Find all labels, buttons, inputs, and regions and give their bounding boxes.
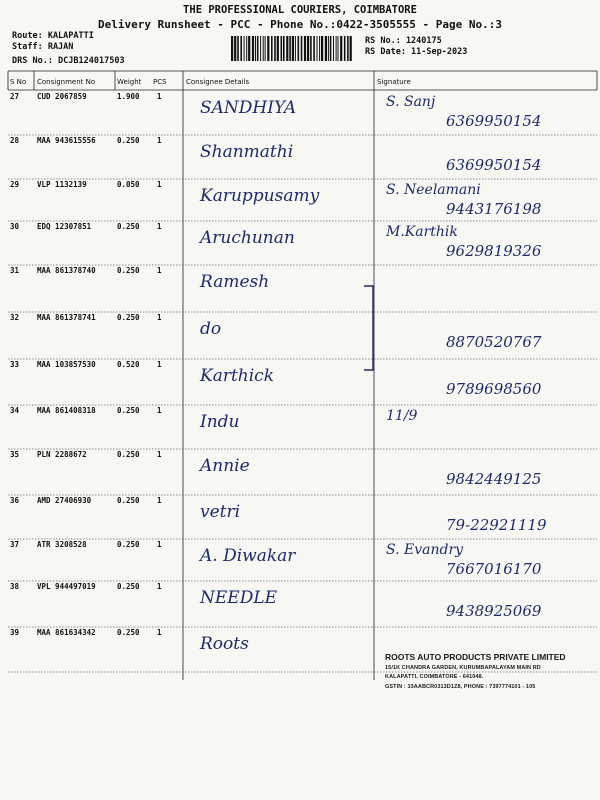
- barcode-bar: [319, 36, 320, 61]
- barcode-bar: [281, 36, 283, 61]
- row-consignment-no: VLP 1132139: [37, 180, 87, 189]
- row-phone: 79-22921119: [446, 516, 547, 534]
- barcode-bar: [234, 36, 236, 61]
- row-signature: M.Karthik: [386, 224, 458, 240]
- row-consignee-name: Shanmathi: [200, 142, 294, 162]
- barcode-bar: [340, 36, 342, 61]
- row-weight: 0.250: [117, 582, 140, 591]
- row-pcs: 1: [157, 582, 162, 591]
- row-pcs: 1: [157, 450, 162, 459]
- row-weight: 0.250: [117, 496, 140, 505]
- col-consignee: Consignee Details: [186, 78, 250, 86]
- row-consignee-name: A. Diwakar: [200, 546, 296, 566]
- col-sno: S No: [10, 78, 27, 86]
- barcode-bar: [231, 36, 233, 61]
- row-phone: 9438925069: [446, 602, 542, 620]
- company-stamp: [385, 652, 600, 690]
- row-signature: S. Neelamani: [386, 182, 481, 198]
- barcode-bar: [347, 36, 349, 61]
- row-consignment-no: MAA 103857530: [37, 360, 96, 369]
- barcode-bar: [271, 36, 273, 61]
- barcode-bar: [292, 36, 294, 61]
- bracket-mark: [364, 286, 373, 370]
- row-weight: 0.250: [117, 450, 140, 459]
- row-weight: 1.900: [117, 92, 140, 101]
- barcode-bar: [328, 36, 329, 61]
- row-pcs: 1: [157, 628, 162, 637]
- row-sno: 33: [10, 360, 20, 369]
- col-signature: Signature: [377, 78, 411, 86]
- row-consignment-no: ATR 3208528: [37, 540, 87, 549]
- barcode-bar: [317, 36, 318, 61]
- row-pcs: 1: [157, 540, 162, 549]
- barcode-bar: [244, 36, 245, 61]
- row-sno: 31: [10, 266, 20, 275]
- barcode-bar: [255, 36, 256, 61]
- row-consignment-no: VPL 944497019: [37, 582, 96, 591]
- row-phone: 6369950154: [446, 156, 542, 174]
- barcode-bar: [286, 36, 288, 61]
- barcode-bar: [350, 36, 352, 61]
- row-consignee-name: Karthick: [200, 366, 275, 386]
- barcode-bar: [252, 36, 254, 61]
- row-weight: 0.250: [117, 313, 140, 322]
- row-consignee-name: Roots: [200, 634, 249, 654]
- rs-number: RS No.: 1240175: [365, 36, 442, 46]
- row-pcs: 1: [157, 266, 162, 275]
- row-weight: 0.250: [117, 222, 140, 231]
- row-consignment-no: MAA 861378741: [37, 313, 96, 322]
- barcode-bar: [263, 36, 264, 61]
- row-consignee-name: Ramesh: [200, 272, 270, 292]
- row-signature: S. Sanj: [386, 94, 436, 110]
- barcode-bar: [246, 36, 247, 61]
- barcode-bar: [240, 36, 242, 61]
- col-weight: Weight: [117, 78, 142, 86]
- rs-date: RS Date: 11-Sep-2023: [365, 47, 468, 57]
- barcode-bar: [295, 36, 296, 61]
- row-pcs: 1: [157, 360, 162, 369]
- barcode-bar: [338, 36, 339, 61]
- row-pcs: 1: [157, 313, 162, 322]
- route-label: Route: KALAPATTI: [12, 31, 94, 41]
- row-phone: 7667016170: [446, 560, 542, 578]
- barcode-bar: [313, 36, 315, 61]
- barcode-bar: [333, 36, 334, 61]
- barcode-bar: [330, 36, 332, 61]
- row-signature: 11/9: [386, 408, 418, 424]
- row-sno: 39: [10, 628, 20, 637]
- document-title: THE PROFESSIONAL COURIERS, COIMBATORE: [183, 4, 417, 16]
- row-phone: 9789698560: [446, 380, 542, 398]
- barcode-bar: [321, 36, 323, 61]
- row-pcs: 1: [157, 406, 162, 415]
- row-phone: 9842449125: [446, 470, 542, 488]
- barcode-bar: [289, 36, 291, 61]
- barcode-bar: [336, 36, 337, 61]
- barcode-bar: [344, 36, 346, 61]
- barcode-bar: [277, 36, 279, 61]
- barcode-bar: [298, 36, 300, 61]
- barcode-image: [231, 36, 355, 61]
- row-weight: 0.520: [117, 360, 140, 369]
- barcode-bar: [301, 36, 303, 61]
- barcode-bar: [237, 36, 239, 61]
- row-phone: 9629819326: [446, 242, 542, 260]
- barcode-bar: [267, 36, 269, 61]
- row-consignee-name: SANDHIYA: [200, 98, 297, 118]
- row-phone: 8870520767: [446, 333, 542, 351]
- row-pcs: 1: [157, 136, 162, 145]
- barcode-bar: [274, 36, 276, 61]
- row-sno: 28: [10, 136, 20, 145]
- barcode-bar: [260, 36, 261, 61]
- row-sno: 34: [10, 406, 20, 415]
- row-sno: 30: [10, 222, 20, 231]
- row-sno: 38: [10, 582, 20, 591]
- col-pcs: PCS: [153, 78, 167, 86]
- barcode-bar: [304, 36, 306, 61]
- row-phone: 9443176198: [446, 200, 542, 218]
- row-sno: 32: [10, 313, 20, 322]
- row-weight: 0.250: [117, 266, 140, 275]
- row-sno: 29: [10, 180, 20, 189]
- row-sno: 27: [10, 92, 20, 101]
- row-consignee-name: Aruchunan: [200, 228, 295, 248]
- row-signature: S. Evandry: [386, 542, 464, 558]
- barcode-bar: [310, 36, 312, 61]
- barcode-bar: [257, 36, 259, 61]
- row-weight: 0.250: [117, 406, 140, 415]
- row-weight: 0.250: [117, 136, 140, 145]
- row-pcs: 1: [157, 496, 162, 505]
- row-phone: 6369950154: [446, 112, 542, 130]
- row-consignee-name: vetri: [200, 502, 241, 522]
- row-sno: 37: [10, 540, 20, 549]
- row-consignment-no: PLN 2288672: [37, 450, 87, 459]
- row-consignee-name: do: [200, 319, 222, 339]
- barcode-bar: [248, 36, 250, 61]
- row-consignment-no: AMD 27406930: [37, 496, 92, 505]
- row-consignment-no: EDQ 12307851: [37, 222, 92, 231]
- document-subtitle: Delivery Runsheet - PCC - Phone No.:0422-3505555 - Page No.:3: [98, 18, 502, 31]
- barcode-bar: [307, 36, 309, 61]
- barcode-bar: [325, 36, 327, 61]
- row-sno: 36: [10, 496, 20, 505]
- row-consignee-name: Karuppusamy: [200, 186, 320, 206]
- drs-number: DRS No.: DCJB124017503: [12, 56, 125, 66]
- row-weight: 0.250: [117, 628, 140, 637]
- row-pcs: 1: [157, 92, 162, 101]
- row-consignee-name: Annie: [200, 456, 250, 476]
- stamp-company: ROOTS AUTO PRODUCTS PRIVATE LIMITED: [385, 652, 566, 662]
- row-sno: 35: [10, 450, 20, 459]
- row-pcs: 1: [157, 222, 162, 231]
- row-weight: 0.250: [117, 540, 140, 549]
- row-consignment-no: MAA 861378740: [37, 266, 96, 275]
- row-consignment-no: MAA 861634342: [37, 628, 96, 637]
- barcode-bar: [283, 36, 285, 61]
- stamp-gstin: GSTIN : 33AABCR0313D1Z8, PHONE : 7397774101 - 105: [385, 684, 536, 690]
- barcode-bar: [265, 36, 266, 61]
- row-consignment-no: MAA 861408318: [37, 406, 96, 415]
- row-consignee-name: NEEDLE: [200, 588, 278, 608]
- row-pcs: 1: [157, 180, 162, 189]
- stamp-address-1: 15/1K CHANDRA GARDEN, KURUMBAPALAYAM MAIN RD: [385, 665, 541, 671]
- row-consignment-no: CUD 2067859: [37, 92, 87, 101]
- col-consignment: Consignment No: [37, 78, 96, 86]
- row-consignee-name: Indu: [200, 412, 240, 432]
- stamp-address-2: KALAPATTI, COIMBATORE - 641048.: [385, 674, 484, 680]
- row-weight: 0.050: [117, 180, 140, 189]
- staff-label: Staff: RAJAN: [12, 42, 74, 52]
- row-consignment-no: MAA 943615556: [37, 136, 96, 145]
